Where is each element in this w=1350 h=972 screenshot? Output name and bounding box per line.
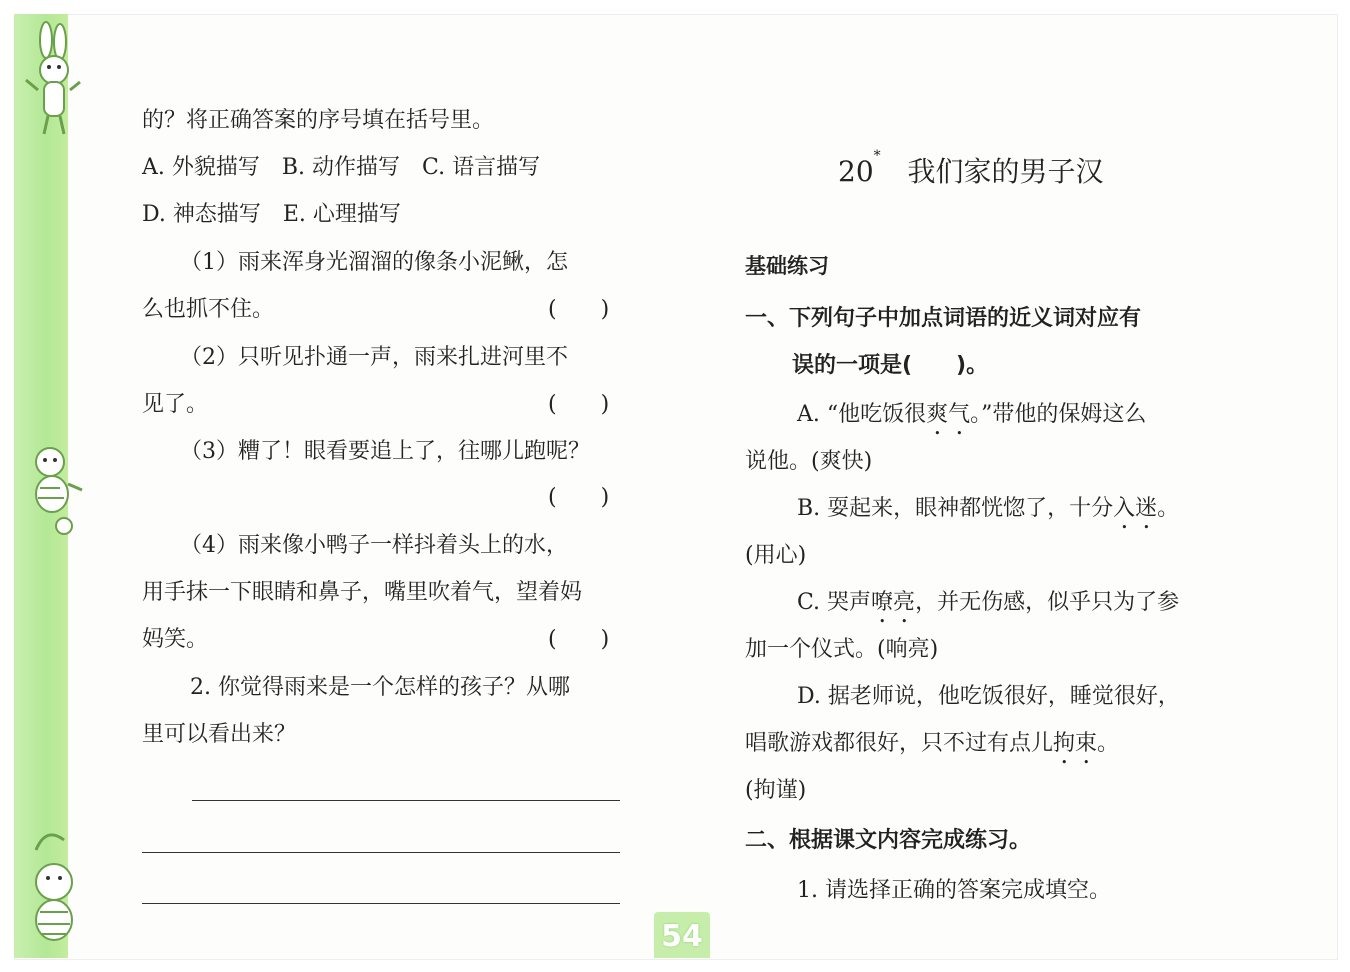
part-2-question-1: 1. 请选择正确的答案完成填空。 — [797, 878, 1111, 903]
answer-blank-4[interactable]: ( ) — [548, 627, 610, 652]
question-3-line-1: （3）糟了！眼看要追上了，往哪儿跑呢？ — [180, 439, 590, 464]
option-a-line-2: 说他。(爽快) — [745, 449, 873, 474]
writing-line-2[interactable] — [142, 852, 620, 853]
option-a-text-post: 。”带他的保姆这么 — [970, 402, 1147, 427]
option-a-text-pre: A. “他吃饭很 — [797, 402, 927, 427]
options-row-1: A. 外貌描写 B. 动作描写 C. 语言描写 — [142, 155, 541, 180]
option-a-dotted-word: 爽气 — [926, 402, 971, 427]
answer-blank-1[interactable]: ( ) — [548, 297, 610, 322]
part-2-heading: 二、根据课文内容完成练习。 — [745, 828, 1032, 853]
instruction-text: 的？将正确答案的序号填在括号里。 — [142, 108, 495, 133]
question-2-line-2: 见了。 — [142, 392, 209, 417]
option-d-dotted-word: 拘束 — [1053, 731, 1098, 756]
options-row-2: D. 神态描写 E. 心理描写 — [142, 202, 401, 227]
writing-line-1[interactable] — [192, 800, 620, 801]
part-1-line-2: 误的一项是( )。 — [792, 353, 989, 378]
option-a-line-1 — [797, 400, 1146, 440]
option-c-line-2: 加一个仪式。(响亮) — [745, 637, 939, 662]
lesson-title: 我们家的男子汉 — [907, 155, 1104, 188]
option-d-text-post: 。 — [1097, 731, 1120, 756]
answer-blank-2[interactable]: ( ) — [548, 392, 610, 417]
lesson-heading — [838, 150, 1104, 190]
option-b-text-pre: B. 耍起来，眼神都恍惚了，十分 — [797, 496, 1114, 521]
answer-blank-3[interactable]: ( ) — [548, 485, 610, 510]
question-4-line-1: （4）雨来像小鸭子一样抖着头上的水， — [180, 533, 568, 558]
question-4-line-3: 妈笑。 — [142, 627, 209, 652]
option-b-text-post: 。 — [1157, 496, 1180, 521]
section-label: 基础练习 — [745, 254, 829, 278]
question-1-line-2: 么也抓不住。 — [142, 297, 275, 322]
page-number: 54 — [654, 912, 710, 958]
option-c-text-pre: C. 哭声 — [797, 590, 872, 615]
tiger-icon — [16, 820, 86, 950]
question-2-line-1: （2）只听见扑通一声，雨来扎进河里不 — [180, 345, 568, 370]
tiger-cub-icon — [16, 440, 86, 540]
option-c-line-1 — [797, 588, 1179, 628]
rabbit-icon — [16, 20, 86, 140]
question-5-line-2: 里可以看出来？ — [142, 722, 297, 747]
lesson-number: 20 — [838, 155, 874, 188]
option-d-line-3: (拘谨) — [745, 778, 807, 803]
option-d-text-pre: 唱歌游戏都很好，只不过有点儿 — [745, 731, 1054, 756]
option-d-line-1: D. 据老师说，他吃饭很好，睡觉很好， — [797, 684, 1180, 709]
option-d-line-2 — [745, 729, 1119, 769]
option-c-text-post: ，并无伤感，似乎只为了参 — [915, 590, 1180, 615]
part-1-line-1: 一、下列句子中加点词语的近义词对应有 — [745, 306, 1142, 331]
option-b-line-2: (用心) — [745, 543, 807, 568]
question-1-line-1: （1）雨来浑身光溜溜的像条小泥鳅，怎 — [180, 250, 568, 275]
option-c-dotted-word: 嘹亮 — [871, 590, 916, 615]
question-4-line-2: 用手抹一下眼睛和鼻子，嘴里吹着气，望着妈 — [142, 580, 583, 605]
writing-line-3[interactable] — [142, 903, 620, 904]
option-b-line-1 — [797, 494, 1179, 534]
option-b-dotted-word: 入迷 — [1113, 496, 1158, 521]
lesson-star: * — [873, 148, 881, 164]
question-5-line-1: 2. 你觉得雨来是一个怎样的孩子？从哪 — [190, 675, 570, 700]
